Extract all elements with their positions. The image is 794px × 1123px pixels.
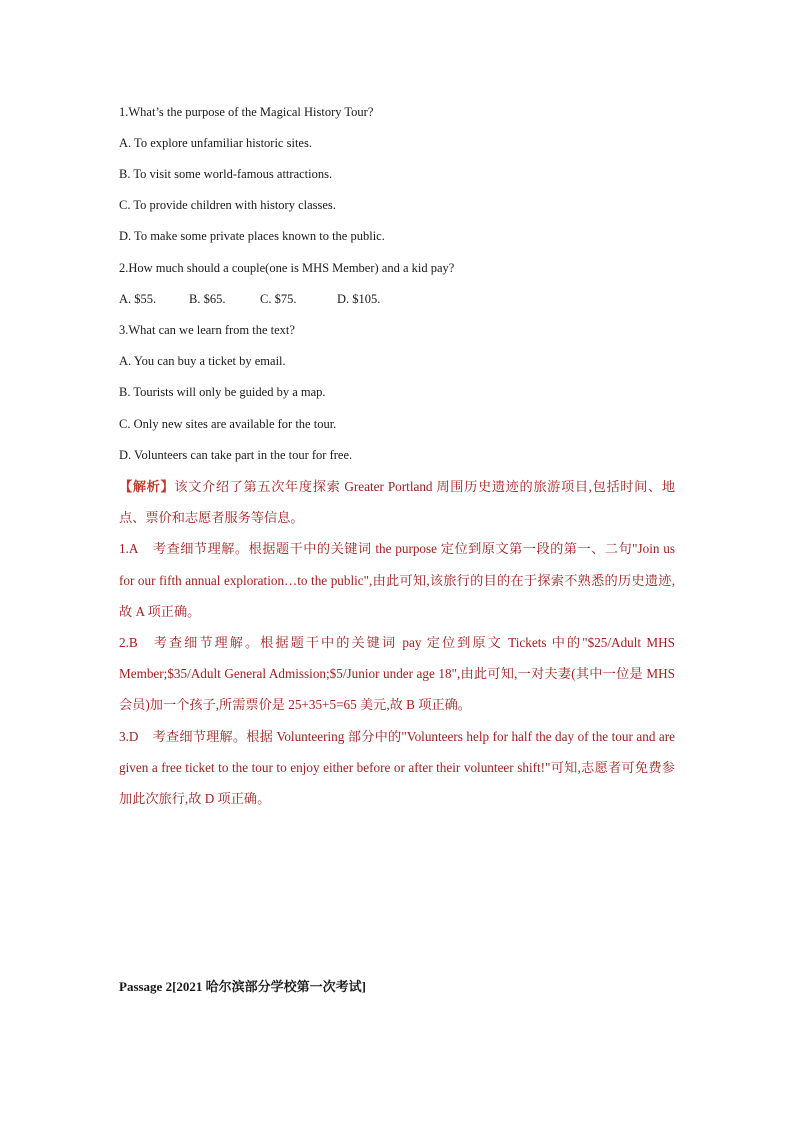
question-2-option-d: D. $105. — [337, 292, 381, 306]
question-3-option-c: C. Only new sites are available for the tour. — [119, 417, 337, 431]
question-3-option-d: D. Volunteers can take part in the tour for free. — [119, 448, 353, 462]
analysis-label: 【解析】 — [119, 479, 175, 494]
question-2-options — [119, 291, 419, 307]
question-1-option-a: A. To explore unfamiliar historic sites. — [119, 136, 312, 150]
analysis-item-2 — [119, 627, 675, 721]
question-2-stem: 2.How much should a couple(one is MHS Member) and a kid pay? — [119, 261, 455, 275]
analysis-intro: 该文介绍了第五次年度探索 Greater Portland 周围历史遗迹的旅游项目,包括时间、地点、票价和志愿者服务等信息。 — [119, 479, 676, 526]
analysis-answer-3: 3.D — [119, 728, 139, 744]
analysis-text-1: 考查细节理解。根据题干中的关键词 the purpose 定位到原文第一段的第一、二句"Join us for our fifth annual exploration…to the public",由此可知,该旅行的目的在于探索不熟悉的历史遗迹,故 A 项正确。 — [119, 541, 675, 619]
question-3-option-b: B. Tourists will only be guided by a map. — [119, 385, 326, 399]
question-2-option-c: C. $75. — [260, 292, 297, 306]
analysis-text-3: 考查细节理解。根据 Volunteering 部分中的"Volunteers help for half the day of the tour and are given a free ticket to the tour to enjoy either before or after their volunteer shift!"可知,志愿者可免费参加此次旅行,故 D 项正确。 — [119, 728, 675, 807]
question-2-option-b: B. $65. — [189, 292, 226, 306]
analysis-answer-2: 2.B — [119, 635, 138, 651]
question-1-option-c: C. To provide children with history classes. — [119, 198, 336, 212]
question-1-stem: 1.What’s the purpose of the Magical History Tour? — [119, 105, 374, 119]
question-3-stem: 3.What can we learn from the text? — [119, 323, 295, 337]
document-page — [119, 0, 679, 1123]
analysis-item-3 — [119, 721, 675, 815]
question-3-option-a: A. You can buy a ticket by email. — [119, 354, 286, 368]
analysis-item-1 — [119, 533, 675, 627]
question-1-option-b: B. To visit some world-famous attractions. — [119, 167, 333, 181]
passage-heading: Passage 2[2021 哈尔滨部分学校第一次考试] — [119, 979, 366, 994]
analysis-intro-paragraph — [119, 471, 675, 533]
answer-analysis — [119, 471, 675, 814]
question-1-option-d: D. To make some private places known to the public. — [119, 229, 385, 243]
question-2-option-a: A. $55. — [119, 292, 157, 306]
analysis-answer-1: 1.A — [119, 541, 139, 557]
analysis-text-2: 考查细节理解。根据题干中的关键词 pay 定位到原文 Tickets 中的"$25/Adult MHS Member;$35/Adult General Admission;$5/Junior under age 18",由此可知,一对夫妻(其中一位是 MHS 会员)加一个孩子,所需票价是 25+35+5=65 美元,故 B 项正确。 — [119, 635, 675, 713]
